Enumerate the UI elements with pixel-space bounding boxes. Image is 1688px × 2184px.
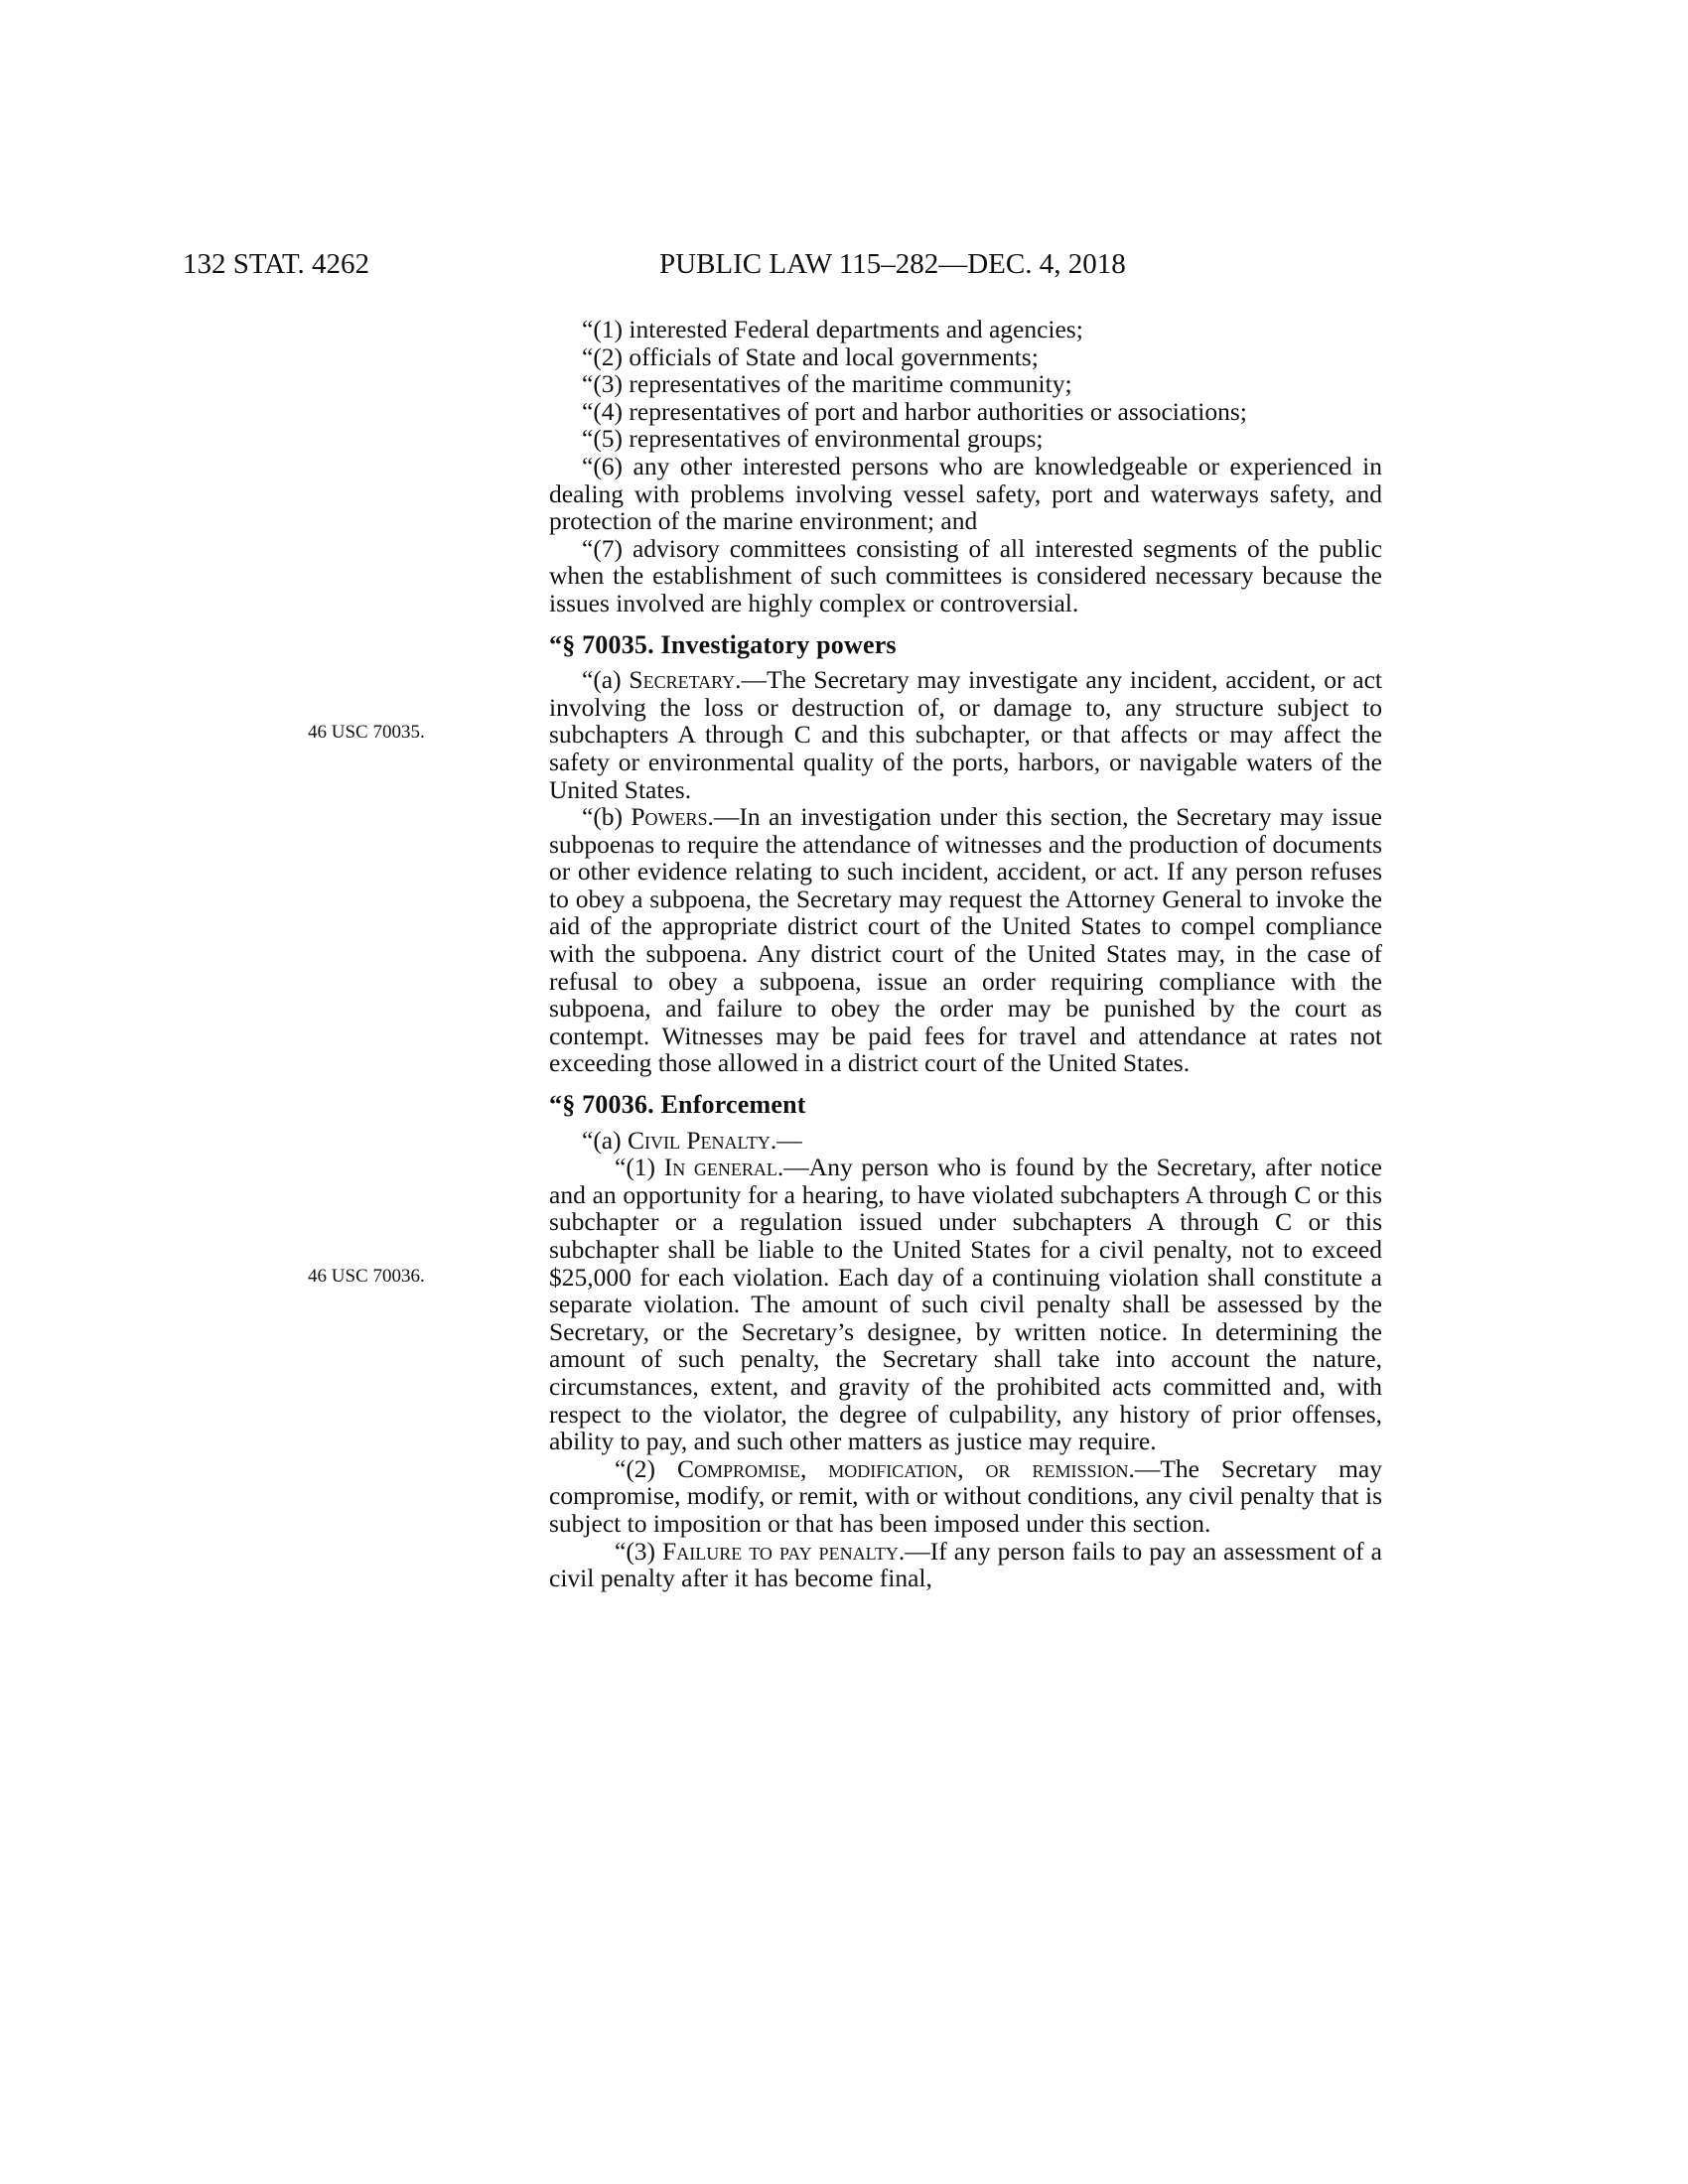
section-heading-70035: “§ 70035. Investigatory powers — [549, 629, 897, 659]
paragraph-label: “(3) — [615, 1536, 663, 1566]
sidenote-70035: 46 USC 70035. — [308, 722, 425, 743]
stat-page-number: 132 STAT. 4262 — [183, 248, 370, 280]
list-item: “(7) advisory committees consisting of all interested segments of the public when the establishment of such committees is considered necessary because the issues involved are highly complex or controversial. — [549, 533, 1382, 617]
subsection-text: .—The Secretary may investigate any incident, accident, or act involving the loss or destruction of, or damage to, any structure subject to subchapters A through C and this subchapter, or that affects or may affect the safety or environmental quality of the ports, harbors, or navigable waters of the United States. — [549, 665, 1382, 804]
subsection-caption: Secretary — [629, 665, 736, 695]
paragraph-label: “(1) — [615, 1153, 664, 1182]
section-heading-70036: “§ 70036. Enforcement — [549, 1090, 806, 1120]
subsection-label: “(b) — [582, 802, 632, 832]
paragraph-3-failure-to-pay — [549, 1538, 1382, 1592]
subsection-a-civil-penalty — [549, 1127, 1382, 1155]
paragraph-2-compromise — [549, 1455, 1382, 1538]
subsection-a-secretary — [549, 666, 1382, 803]
paragraph-text: .—If any person fails to pay an assessment of a civil penalty after it has become final, — [549, 1536, 1382, 1593]
list-item: “(4) representatives of port and harbor authorities or associations; — [582, 396, 1247, 426]
paragraph-text: .—Any person who is found by the Secretary, after notice and an opportunity for a hearing, to have violated subchapters A through C or this subchapter or a regulation issued under subchapters A through C or this subchapter shall be liable to the United States for a civil penalty, not to exceed $25,000 for each violation. Each day of a continuing violation shall constitute a separate violation. The amount of such civil penalty shall be assessed by the Secretary, or the Secretary’s designee, by written notice. In determining the amount of such penalty, the Secretary shall take into account the nature, circumstances, extent, and gravity of the prohibited acts committed and, with respect to the violator, the degree of culpability, any history of prior offenses, ability to pay, and such other matters as justice may require. — [549, 1153, 1382, 1456]
subsection-caption: Civil Penalty — [628, 1125, 771, 1155]
paragraph-label: “(2) — [615, 1453, 677, 1483]
body-text — [549, 316, 1382, 1592]
list-item: “(2) officials of State and local governments; — [582, 341, 1039, 371]
list-item: “(3) representatives of the maritime community; — [582, 369, 1072, 399]
list-item: “(5) representatives of environmental groups; — [582, 424, 1044, 454]
paragraph-caption: In general — [663, 1153, 777, 1182]
sidenote-70036: 46 USC 70036. — [308, 1266, 425, 1287]
page-header — [183, 248, 1382, 288]
subsection-text: .—In an investigation under this section, the Secretary may issue subpoenas to require the attendance of witnesses and the production of documents or other evidence relating to such incident, accident, or act. If any person refuses to obey a subpoena, the Secretary may request the Attorney General to invoke the aid of the appropriate district court of the United States to compel compliance with the subpoena. Any district court of the United States may, in the case of refusal to obey a subpoena, issue an order requiring compliance with the subpoena, and failure to obey the order may be punished by the court as contempt. Witnesses may be paid fees for travel and attendance at rates not exceeding those allowed in a district court of the United States. — [549, 802, 1382, 1078]
list-item: “(6) any other interested persons who are knowledgeable or experienced in dealing with problems involving vessel safety, port and waterways safety, and protection of the marine environment; and — [549, 451, 1382, 536]
subsection-label: “(a) — [582, 665, 630, 695]
paragraph-text: .—The Secretary may compromise, modify, or remit, with or without conditions, any civil penalty that is subject to imposition or that has been imposed under this section. — [549, 1453, 1382, 1538]
paragraph-caption: Failure to pay penalty — [662, 1536, 899, 1566]
running-head: PUBLIC LAW 115–282—DEC. 4, 2018 — [659, 248, 1126, 280]
paragraph-caption: Compromise, modification, or remission — [676, 1453, 1129, 1483]
list-item: “(1) interested Federal departments and agencies; — [582, 315, 1083, 343]
subsection-b-powers — [549, 803, 1382, 1077]
paragraph-1-in-general — [549, 1154, 1382, 1455]
subsection-dash: .— — [770, 1125, 802, 1155]
subsection-label: “(a) — [582, 1125, 628, 1155]
subsection-caption: Powers — [631, 802, 708, 832]
